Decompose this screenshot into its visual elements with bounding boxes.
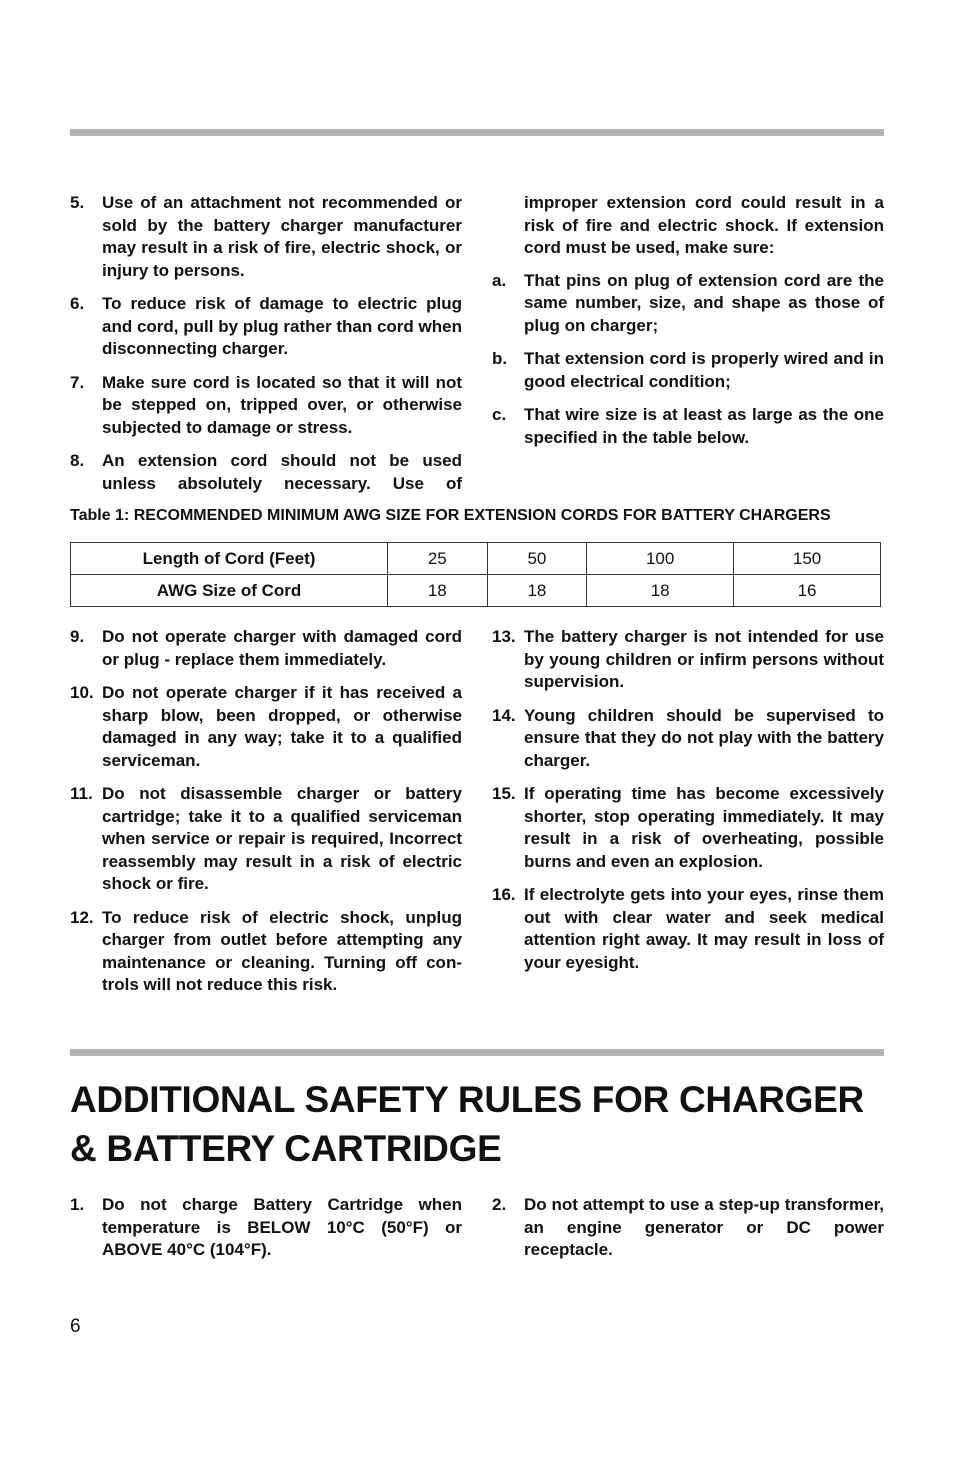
extension-cord-intro: improper extension cord could result in a risk of fire and electric shock. If extension cord must be used, make sure: xyxy=(524,193,884,257)
list-item: 9. Do not operate charger with damaged cord or plug - replace them immediately. xyxy=(70,627,462,669)
row-header: AWG Size of Cord xyxy=(71,575,388,607)
table-caption: Table 1: RECOMMENDED MINIMUM AWG SIZE FOR EXTENSION CORDS FOR BATTERY CHARGERS xyxy=(70,507,831,524)
table-cell: 50 xyxy=(487,543,587,575)
table-cell: 18 xyxy=(487,575,587,607)
table-cell: 100 xyxy=(587,543,734,575)
table-cell: 18 xyxy=(388,575,488,607)
table-cell: 150 xyxy=(734,543,881,575)
list-item: 12. To reduce risk of electric shock, unplug charger from outlet before attempting any maintenance or cleaning. Turning off controls will not reduce this risk. xyxy=(70,907,462,994)
section-divider xyxy=(70,1049,884,1056)
list-item: 1. Do not charge Battery Cartridge when temperature is BELOW 10°C (50°F) or ABOVE 40°C (104°F). xyxy=(70,1195,462,1259)
list-item: 10. Do not operate charger if it has received a sharp blow, been dropped, or otherwise damaged in any way; take it to a qualified serviceman. xyxy=(70,683,462,770)
list-item: c. That wire size is at least as large as the one specified in the table below. xyxy=(492,405,884,447)
list-item: 7. Make sure cord is located so that it will not be stepped on, tripped over, or otherwise subjected to damage or stress. xyxy=(70,372,462,437)
list-item: 15. If operating time has become excessively shorter, stop operating immediately. It may result in a risk of overheating, possible burns and even an explosion. xyxy=(492,784,884,871)
list-item: 6. To reduce risk of damage to electric plug and cord, pull by plug rather than cord when disconnecting charger. xyxy=(70,294,462,358)
section-left-column xyxy=(70,1194,462,1273)
page-number: 6 xyxy=(70,1316,81,1337)
top-divider xyxy=(70,129,884,136)
list-item: 14. Young children should be supervised to ensure that they do not play with the battery charger. xyxy=(492,705,884,770)
list-item: 8. An extension cord should not be used unless absolutely necessary. Use of xyxy=(70,451,462,493)
table-cell: 18 xyxy=(587,575,734,607)
section-title: ADDITIONAL SAFETY RULES FOR CHARGER & BATTERY CARTRIDGE xyxy=(70,1079,864,1169)
list-item: 11. Do not disassemble charger or battery cartridge; take it to a qualified serviceman when service or repair is required, Incorrect reassembly may result in a risk of electric shock or fire. xyxy=(70,784,462,893)
list-item: 2. Do not attempt to use a step-up transformer, an engine generator or DC power receptacle. xyxy=(492,1195,884,1259)
list-item: 13. The battery charger is not intended for use by young children or infirm persons without supervision. xyxy=(492,627,884,691)
row-header: Length of Cord (Feet) xyxy=(71,543,388,575)
section-right-column xyxy=(492,1194,884,1273)
table-row xyxy=(71,543,881,575)
middle-left-column xyxy=(70,626,462,1008)
table-row xyxy=(71,575,881,607)
top-left-column xyxy=(70,192,462,506)
list-item: a. That pins on plug of extension cord are the same number, size, and shape as those of plug on charger; xyxy=(492,270,884,335)
top-right-column xyxy=(492,192,884,460)
list-item: b. That extension cord is properly wired and in good electrical condition; xyxy=(492,349,884,391)
list-item: 5. Use of an attachment not recommended or sold by the battery charger manufacturer may result in a risk of fire, electric shock, or injury to persons. xyxy=(70,193,462,280)
middle-right-column xyxy=(492,626,884,985)
list-item: 16. If electrolyte gets into your eyes, rinse them out with clear water and seek medical attention right away. It may result in loss of your eyesight. xyxy=(492,885,884,972)
extension-cord-table xyxy=(70,542,881,607)
table-cell: 25 xyxy=(388,543,488,575)
table-cell: 16 xyxy=(734,575,881,607)
